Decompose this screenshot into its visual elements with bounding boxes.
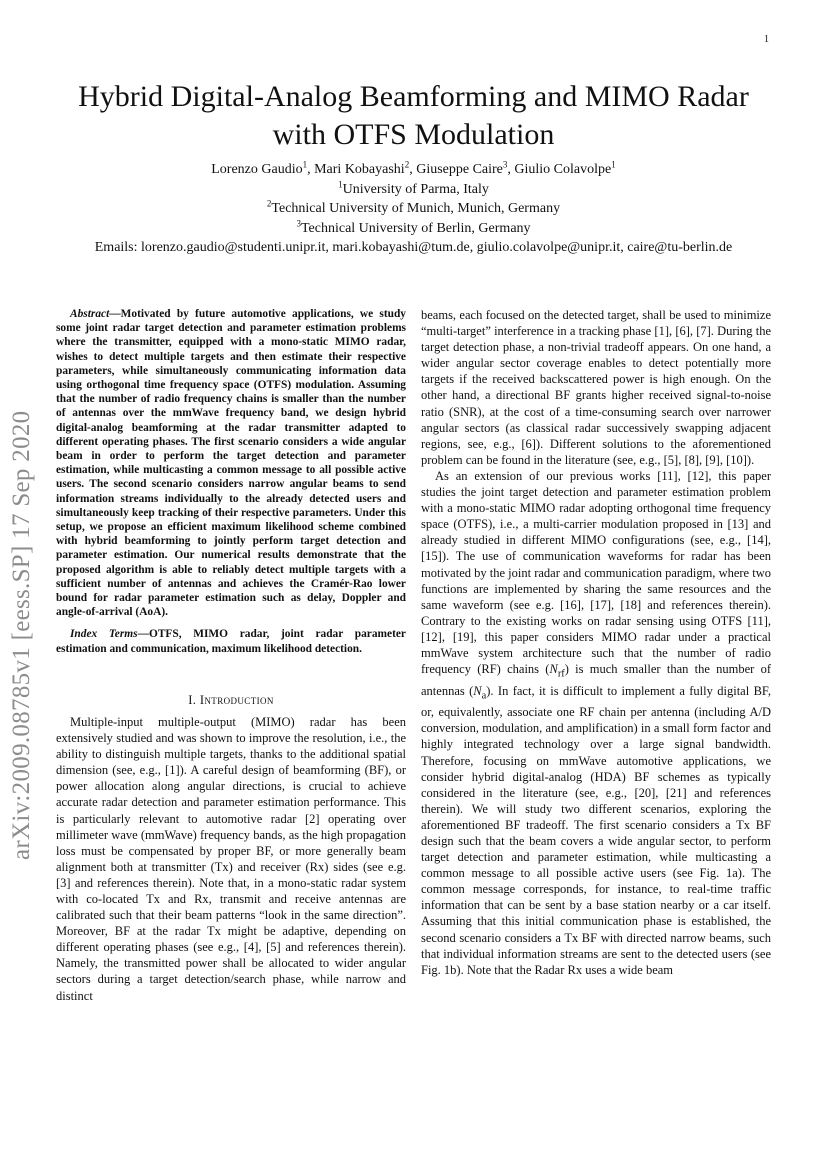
body-text: ) is much smaller than the number of antennas ( xyxy=(421,662,772,698)
affiliation-marker: 1 xyxy=(302,159,308,170)
paper-title: Hybrid Digital-Analog Beamforming and MIMO Radar with OTFS Modulation xyxy=(78,80,749,151)
affiliation-line xyxy=(40,180,787,200)
abstract xyxy=(56,307,406,619)
affiliation-marker: 1 xyxy=(611,159,616,170)
right-column xyxy=(421,307,771,978)
math-subscript: rf xyxy=(557,668,565,680)
affiliation-line xyxy=(40,199,787,219)
author-name: Giulio Colavolpe xyxy=(514,162,612,177)
body-text: As an extension of our previous works [11], [12], this paper studies the joint target detection and parameter estimation problem with a mono-static MIMO radar adopting orthogonal time frequency space (OTFS), i.e., a multi-carrier modulation proposed in [13] and already studied in different MIMO configurations (see, e.g., [14], [15]). The use of communication waveforms for radar has been motivated by the joint radar and communication paradigm, where two functions are implemented by sharing the same resources and the same waveform (see e.g. [16], [17], [18] and references therein). Contrary to the existing works on radar sensing using OTFS [11], [12], [19], this paper considers MIMO radar under a practical mmWave system architecture such that the number of radio frequency (RF) chains ( xyxy=(421,468,771,677)
section-number: I. xyxy=(188,692,197,707)
affiliation-marker: 3 xyxy=(502,159,508,170)
affiliation-text: Technical University of Berlin, Germany xyxy=(300,220,531,236)
abstract-label: Abstract xyxy=(70,308,110,320)
body-text: ). In fact, it is difficult to implement a fully digital BF, or, equivalently, associate one RF chain per antenna (including A/D conversion, modulation, and amplification) in a small form factor and highly integrated technology over a large signal bandwidth. Therefore, focusing on mmWave automotive applications, we consider hybrid digital-analog (HDA) BF schemes as typically considered in the literature (see, e.g., [20], [21] and references therein). We will study two different scenarios, exploring the aforementioned BF tradeoff. The first scenario considers a Tx BF design such that the beam covers a wide angular sector, to perform target detection and parameter estimation, while multicasting a common message to all possible active users (see Fig. 1a). The common message corresponds, for instance, to real-time traffic information that can be sent by a base station nearby or a car itself. Assuming that this initial communication phase is established, the second scenario considers a Tx BF with directed narrow beams, such that individual information streams are sent to the detected users (see Fig. 1b). Note that the Radar Rx uses a wide beam xyxy=(421,683,771,977)
author-name: Giuseppe Caire xyxy=(416,162,503,177)
abstract-text: —Motivated by future automotive applications, we study some joint radar target detection and parameter estimation problems where the transmitter, equipped with a mono-static MIMO radar, wishes to detect multiple targets and then estimate their respective parameters, while simultaneously communicating information data using orthogonal time frequency space (OTFS) modulation. Assuming that the number of radio frequency chains is smaller than the number of antennas over the mmWave frequency band, we design hybrid digital-analog beamforming at the radar transmitter adapted to different operating phases. The first scenario considers a wide angular beam in order to perform the target detection and parameter estimation, while multicasting a common message to all possible active users. The second scenario considers narrow angular beams to send information streams individually to the already detected users and simultaneously keep tracking of their respective parameters. Under this setup, we propose an efficient maximum likelihood scheme combined with hybrid beamforming to jointly perform target detection and parameter estimation. Our numerical results demonstrate that the proposed algorithm is able to reliably detect multiple targets with a sufficient number of antennas and achieves the Cramér-Rao lower bound for radar parameter estimation such as delay, Doppler and angle-of-arrival (AoA). xyxy=(56,308,406,619)
email-line: Emails: lorenzo.gaudio@studenti.unipr.it, mari.kobayashi@tum.de, giulio.colavolpe@unipr.it, caire@tu-berlin.de xyxy=(94,240,733,255)
affiliation-marker: 1 xyxy=(338,178,343,189)
body-paragraph: beams, each focused on the detected target, shall be used to minimize “multi-target” interference in a tracking phase [1], [6], [7]. During the target detection phase, a non-trivial tradeoff appears. On one hand, a wider angular sector coverage enables to detect potentially more targets if the received backscattered power is high enough. On the other hand, a directional BF grants higher received signal-to-noise ratio (SNR), at the cost of a time-consuming search over narrower angular sectors (as classical radar successively swapping adjacent regions, see, e.g., [6]). Different solutions to the aforementioned problem can be found in the literature (see, e.g., [5], [8], [9], [10]). xyxy=(421,308,771,467)
affiliation-marker: 2 xyxy=(404,159,410,170)
index-terms xyxy=(56,627,406,655)
section-title: Introduction xyxy=(199,692,274,707)
section-heading xyxy=(56,692,406,708)
author-name: Lorenzo Gaudio xyxy=(211,162,303,177)
left-column xyxy=(56,307,406,1004)
arxiv-stamp: arXiv:2009.08785v1 [eess.SP] 17 Sep 2020 xyxy=(8,410,35,860)
affiliation-text: Technical University of Munich, Munich, Germany xyxy=(271,201,561,216)
affiliation-text: University of Parma, Italy xyxy=(342,181,489,197)
page-number: 1 xyxy=(764,34,769,45)
author-block xyxy=(40,160,787,258)
index-terms-text: —OTFS, MIMO radar, joint radar parameter estimation and communication, maximum likelihood detection. xyxy=(56,628,406,655)
intro-paragraph: Multiple-input multiple-output (MIMO) radar has been extensively studied and was shown to improve the resolution, i.e., the ability to distinguish multiple targets, thanks to the additional spatial dimension (see, e.g., [1]). A careful design of beamforming (BF), or power allocation along angular directions, is crucial to achieve accurate radar detection and parameter estimation performance. This is particularly relevant to automotive radar [2] operating over millimeter wave (mmWave) frequency bands, as the high propagation loss must be compensated by proper BF, or more generally beam alignment both at transmitter (Tx) and receiver (Rx) sides (see e.g. [3] and references therein). Note that, in a mono-static radar system with co-located Tx and Rx, transmit and receive antennas are calibrated such that their beam patterns “look in the same direction”. Moreover, BF at the radar Tx might be adaptive, depending on different operating phases (see e.g., [4], [5] and references therein). Namely, the transmitted power shall be allocated to wider angular sectors during a target detection/search phase, while narrow and distinct xyxy=(56,714,406,1003)
author-name: Mari Kobayashi xyxy=(314,162,405,177)
author-list: Lorenzo Gaudio$^1$, Mari Kobayashi$^2$, Giuseppe Caire$^3$, Giulio Colavolpe$^1$ xyxy=(211,159,616,177)
body-paragraph xyxy=(421,468,771,978)
index-terms-label: Index Terms xyxy=(70,628,138,641)
affiliation-marker: 3 xyxy=(296,217,301,228)
affiliation-marker: 2 xyxy=(266,198,272,209)
math-subscript: a xyxy=(481,690,487,702)
math-symbol: N xyxy=(473,683,482,698)
affiliation-line xyxy=(40,219,787,239)
math-symbol: N xyxy=(549,662,558,677)
